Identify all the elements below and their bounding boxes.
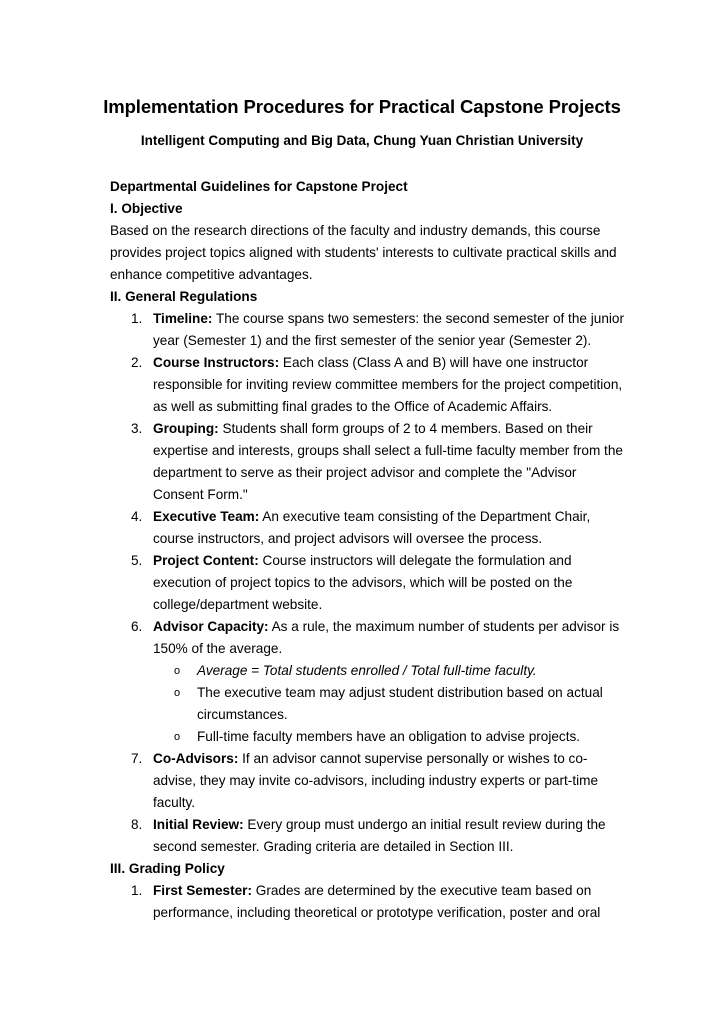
list-item bbox=[110, 880, 630, 924]
item-text: Grades are determined by the executive team based on performance, including theoretical or prototype verification, poster and oral bbox=[153, 883, 601, 920]
item-number: 1. bbox=[131, 883, 143, 898]
item-text: Each class (Class A and B) will have one instructor responsible for inviting review committee members for the project competition, as well as submitting final grades to the Office of Academic Affairs. bbox=[153, 355, 623, 414]
item-label: Co-Advisors: bbox=[153, 751, 239, 766]
list-item bbox=[110, 748, 630, 814]
item-label: Initial Review: bbox=[153, 817, 244, 832]
item-number: 4. bbox=[131, 509, 143, 524]
item-label: Grouping: bbox=[153, 421, 219, 436]
sub-list-item bbox=[153, 660, 630, 682]
item-text: If an advisor cannot supervise personally or wishes to co-advise, they may invite co-advisors, including industry experts or part-time faculty. bbox=[153, 751, 599, 810]
sub-item-text: Average = Total students enrolled / Total full-time faculty. bbox=[197, 663, 537, 678]
section-heading-regulations: II. General Regulations bbox=[110, 289, 258, 304]
section-heading-grading: III. Grading Policy bbox=[110, 861, 225, 876]
document-subtitle: Intelligent Computing and Big Data, Chung Yuan Christian University bbox=[140, 133, 584, 148]
item-number: 3. bbox=[131, 421, 143, 436]
list-item bbox=[110, 418, 630, 506]
item-number: 7. bbox=[131, 751, 143, 766]
sub-item-text: Full-time faculty members have an obligation to advise projects. bbox=[197, 729, 581, 744]
item-label: Executive Team: bbox=[153, 509, 260, 524]
item-label: Project Content: bbox=[153, 553, 259, 568]
item-text: Students shall form groups of 2 to 4 members. Based on their expertise and interests, groups shall select a full-time faculty member from the department to serve as their project advisor and complete the "Advisor Consent Form." bbox=[153, 421, 623, 502]
sub-list-item bbox=[153, 682, 630, 726]
regulations-list bbox=[110, 308, 630, 858]
item-text: The course spans two semesters: the second semester of the junior year (Semester 1) and the first semester of the senior year (Semester 2). bbox=[153, 311, 624, 348]
item-label: Advisor Capacity: bbox=[153, 619, 269, 634]
list-item bbox=[110, 308, 630, 352]
list-item bbox=[110, 506, 630, 550]
document-title: Implementation Procedures for Practical Capstone Projects bbox=[103, 96, 621, 117]
sub-item-text: The executive team may adjust student distribution based on actual circumstances. bbox=[197, 685, 603, 722]
item-number: 5. bbox=[131, 553, 143, 568]
list-item bbox=[110, 352, 630, 418]
item-number: 1. bbox=[131, 311, 143, 326]
sub-list-item bbox=[153, 726, 630, 748]
bullet-icon: o bbox=[174, 687, 181, 699]
guidelines-heading: Departmental Guidelines for Capstone Project bbox=[110, 179, 408, 194]
objective-text: Based on the research directions of the faculty and industry demands, this course provides project topics aligned with students' interests to cultivate practical skills and enhance competitive advantages. bbox=[110, 223, 617, 282]
list-item bbox=[110, 616, 630, 748]
item-label: Timeline: bbox=[153, 311, 213, 326]
advisor-capacity-sublist bbox=[153, 660, 630, 748]
item-label: Course Instructors: bbox=[153, 355, 280, 370]
section-heading-objective: I. Objective bbox=[110, 201, 183, 216]
item-number: 8. bbox=[131, 817, 143, 832]
document-body bbox=[110, 176, 630, 924]
list-item bbox=[110, 550, 630, 616]
item-text: Every group must undergo an initial result review during the second semester. Grading criteria are detailed in Section III. bbox=[153, 817, 606, 854]
bullet-icon: o bbox=[174, 665, 181, 677]
item-number: 2. bbox=[131, 355, 143, 370]
item-text: Course instructors will delegate the formulation and execution of project topics to the advisors, which will be posted on the college/department website. bbox=[153, 553, 573, 612]
item-text: An executive team consisting of the Department Chair, course instructors, and project advisors will oversee the process. bbox=[153, 509, 591, 546]
item-label: First Semester: bbox=[153, 883, 252, 898]
grading-list bbox=[110, 880, 630, 924]
list-item bbox=[110, 814, 630, 858]
item-number: 6. bbox=[131, 619, 143, 634]
bullet-icon: o bbox=[174, 731, 181, 743]
item-text: As a rule, the maximum number of students per advisor is 150% of the average. bbox=[153, 619, 620, 656]
